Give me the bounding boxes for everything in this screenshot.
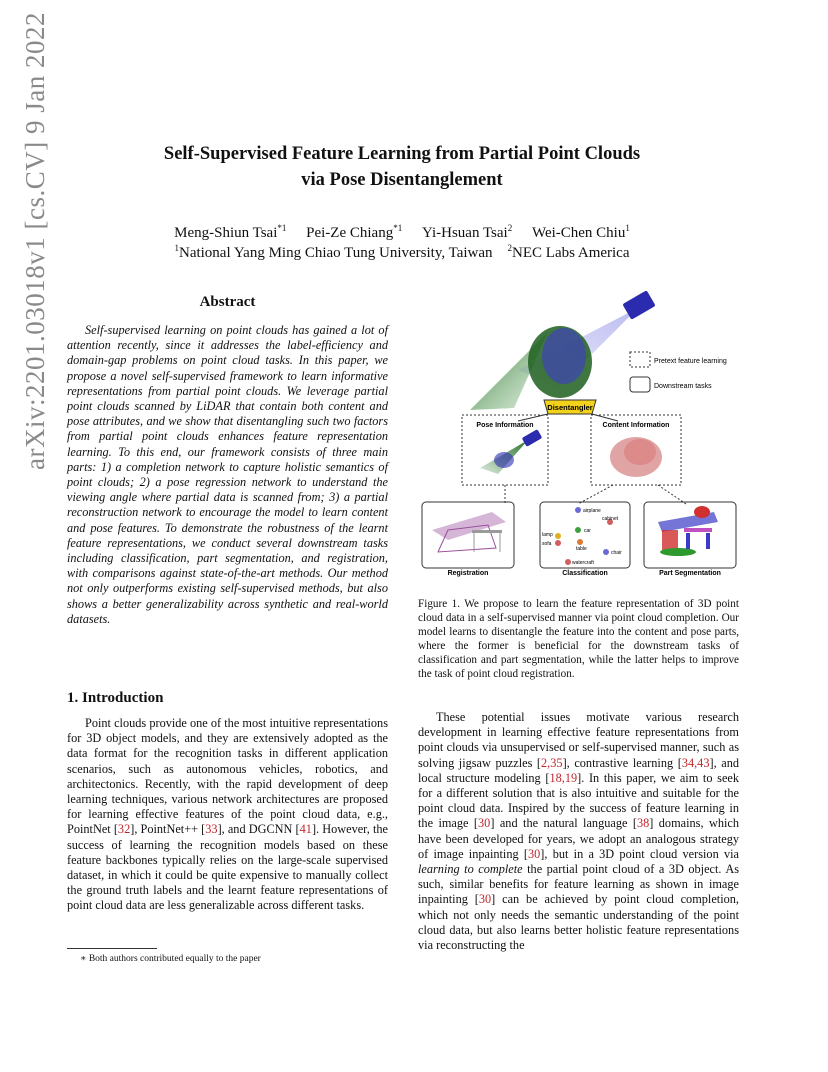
class-label: lamp	[542, 532, 553, 538]
pose-information-box	[462, 415, 548, 504]
registration-label: Registration	[447, 570, 489, 577]
part-seg-label: Part Segmentation	[659, 570, 721, 577]
title-line-2: via Pose Disentanglement	[301, 170, 503, 190]
classification-panel	[540, 502, 630, 577]
class-label: chair	[611, 550, 622, 556]
citation-link[interactable]: 41	[299, 822, 312, 837]
class-label: airplane	[583, 508, 601, 514]
abstract-text: Self-supervised learning on point clouds has gained a lot of attention recently, since it addresses the label-efficiency and domain-gap problems on point cloud tasks. In this paper, we propose a novel self-supervised framework to learn informative representations from partial point clouds. We leverage partial point clouds scanned by LiDAR that contain both content and pose attributes, and we show that disentangling such two factors from partial point clouds enhances feature representation learning. To this end, our framework consists of three main parts: 1) a completion network to capture holistic semantics of point clouds; 2) a pose regression network to understand the viewing angle where partial data is scanned from; 3) a partial reconstruction network to encourage the model to learn content and pose features. To demonstrate the robustness of the learnt feature representations, we conduct several downstream tasks including classification, part segmentation, and registration, with comparisons against state-of-the-art methods. Our method not only outperforms existing self-supervised methods, but also shows a better generalizability across synthetic and real-world datasets.	[67, 323, 388, 626]
paper-title	[100, 141, 704, 193]
affiliations: $^1$National Yang Ming Chiao Tung University, Taiwan $^2$NEC Labs America	[174, 243, 630, 261]
class-label: sofa	[542, 541, 552, 547]
right-column-paragraph: These potential issues motivate various research development in learning effective feature representations from point clouds via unsupervised or self-supervised manner, such as solving jigsaw puzzles [2,35], contrastive learning [34,43], and local structure modeling [18,19]. In this paper, we aim to seek for a different solution that is also intuitive and suitable for the point cloud data. Inspired by the success of feature learning in the image [30] and the natural language [38] domains, which have been developed for years, we adopt an analogous strategy of image inpainting [30], but in a 3D point cloud version via learning to complete the partial point cloud of a 3D object. As such, similar benefits for feature learning as shown in image inpainting [30] can be achieved by point cloud completion, which not only needs the semantic understanding of the point cloud data, but also learns better holistic feature representations via reconstructing the	[418, 710, 740, 953]
introduction-paragraph: Point clouds provide one of the most intuitive representations for 3D object models, and they are extensively adopted as the data format for the recognition tasks in different application scenarios, such as autonomous vehicles, robotics, and architectonics. Recently, with the rapid development of deep learning techniques, various network architectures are proposed for learning effective features of the point cloud data, e.g., PointNet [32], PointNet++ [33], and DGCNN [41]. However, the success of learning the recognition models based on these feature backbones typically relies on the large-scale supervised dataset, in which it could be quite expensive to manually collect the ground truth labels and the learnt feature representations of point cloud data are less generalizable across different tasks.	[67, 716, 388, 913]
classification-label: Classification	[562, 570, 608, 577]
citation-link[interactable]: 30	[527, 846, 541, 861]
title-line-1: Self-Supervised Feature Learning from Partial Point Clouds	[163, 144, 641, 164]
class-label: watercraft	[572, 560, 594, 566]
lidar-scan-illustration	[470, 290, 656, 410]
content-information-box	[578, 415, 686, 504]
class-label: car	[584, 528, 591, 534]
footnote-divider	[67, 948, 157, 949]
class-label: table	[576, 546, 587, 552]
arxiv-identifier: arXiv:2201.03018v1 [cs.CV] 9 Jan 2022	[20, 12, 50, 470]
citation-link[interactable]: 30	[478, 892, 492, 907]
figure-diagram	[418, 290, 748, 580]
abstract-heading: Abstract	[199, 294, 256, 310]
disentangler-label: Disentangler	[547, 403, 593, 412]
author: Meng-Shiun Tsai$^{*1}$	[174, 223, 287, 241]
citation-link[interactable]: 32	[117, 822, 131, 837]
citation-link[interactable]: 30	[478, 816, 491, 831]
citation-link[interactable]: 2,35	[541, 755, 563, 770]
section-heading-introduction: 1. Introduction	[67, 690, 164, 706]
part-segmentation-panel	[644, 502, 736, 577]
figure-1	[418, 290, 748, 580]
citation-link[interactable]: 18,19	[549, 770, 578, 785]
figure-caption: Figure 1. We propose to learn the feature representation of 3D point cloud data in a self-supervised manner via point cloud completion. Our model learns to disentangle the feature into the content and pose parts, where the former is beneficial for the downstream tasks of classification and part segmentation, while the latter helps to improve the task of point cloud registration.	[418, 598, 739, 680]
pose-label: Pose Information	[476, 422, 534, 429]
class-label: cabinet	[602, 516, 619, 522]
citation-link[interactable]: 33	[205, 822, 218, 837]
content-label: Content Information	[602, 422, 670, 429]
registration-panel	[422, 502, 514, 577]
author: Wei-Chen Chiu$^1$	[531, 223, 630, 241]
figure-legend	[630, 352, 727, 392]
legend-downstream: Downstream tasks	[654, 383, 712, 390]
citation-link[interactable]: 38	[636, 816, 650, 831]
footnote: ∗ Both authors contributed equally to the paper	[80, 954, 261, 964]
author: Yi-Hsuan Tsai$^2$	[421, 223, 513, 241]
author: Pei-Ze Chiang$^{*1}$	[306, 223, 403, 241]
legend-pretext: Pretext feature learning	[654, 358, 727, 365]
disentangler-block	[518, 400, 618, 421]
citation-link[interactable]: 34,43	[681, 755, 710, 770]
